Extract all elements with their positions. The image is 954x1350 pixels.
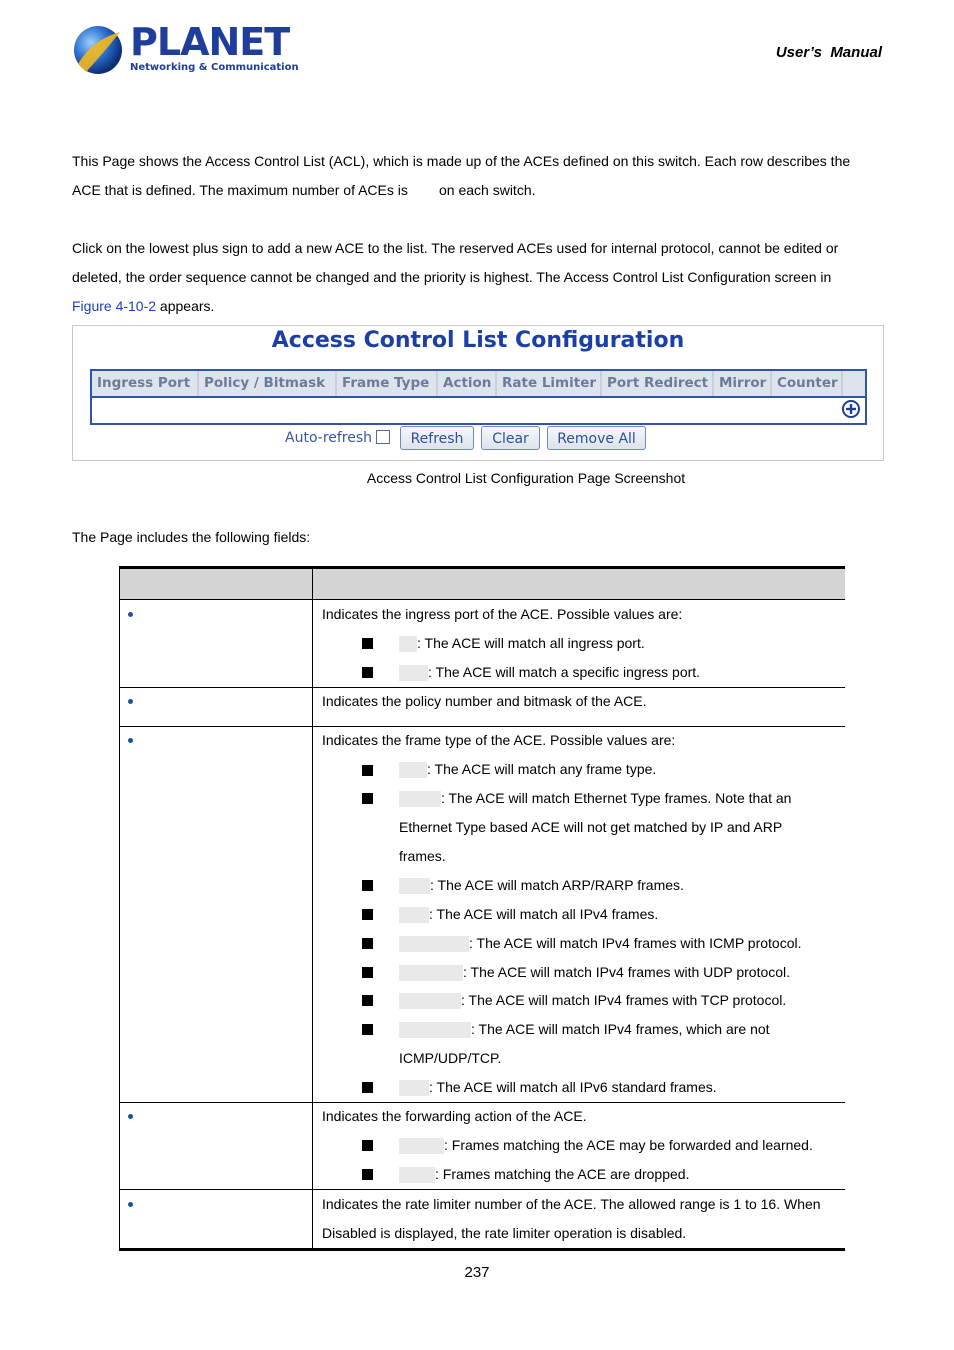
square-bullet xyxy=(362,793,373,804)
list-item: : The ACE will match IPv4 frames with ICMP protocol. xyxy=(399,929,802,958)
frame-desc: Indicates the frame type of the ACE. Possible values are: xyxy=(322,732,676,748)
list-item: : The ACE will match IPv4 frames with TCP protocol. xyxy=(399,986,786,1015)
auto-refresh-checkbox[interactable] xyxy=(376,430,390,444)
list-item: : The ACE will match all ingress port. xyxy=(399,629,645,658)
brand-tagline: Networking & Communication xyxy=(130,62,299,73)
list-item: : Frames matching the ACE are dropped. xyxy=(399,1160,689,1189)
list-item-continued: ICMP/UDP/TCP. xyxy=(399,1050,502,1066)
list-item: : Frames matching the ACE may be forwarded and learned. xyxy=(399,1131,813,1160)
list-item: : The ACE will match any frame type. xyxy=(399,755,656,784)
table-bottom-rule xyxy=(119,1248,845,1251)
acl-header-row xyxy=(92,371,865,398)
intro-p2-tail: appears. xyxy=(156,298,215,314)
col-rate-limiter: Rate Limiter xyxy=(497,371,602,396)
ingress-desc: Indicates the ingress port of the ACE. Possible values are: xyxy=(322,606,683,622)
fields-intro: The Page includes the following fields: xyxy=(72,529,311,545)
intro-p2-line3 xyxy=(72,292,882,321)
square-bullet xyxy=(362,1169,373,1180)
manual-label: User’s Manual xyxy=(775,44,882,61)
action-desc: Indicates the forwarding action of the ACE. xyxy=(322,1108,587,1124)
rate-desc-line1: Indicates the rate limiter number of the ACE. The allowed range is 1 to 16. When xyxy=(322,1196,821,1212)
table-column-divider xyxy=(312,566,313,1250)
remove-all-button[interactable]: Remove All xyxy=(547,426,646,450)
square-bullet xyxy=(362,765,373,776)
list-item: : The ACE will match a specific ingress port. xyxy=(399,658,700,687)
row-bullet xyxy=(128,612,133,617)
acl-table xyxy=(90,369,867,425)
add-ace-button[interactable] xyxy=(842,400,860,418)
row-bullet xyxy=(128,1202,133,1207)
fields-table xyxy=(119,566,845,1252)
list-item-continued: Ethernet Type based ACE will not get matched by IP and ARP xyxy=(399,819,783,835)
page-number: 237 xyxy=(464,1264,490,1281)
square-bullet xyxy=(362,967,373,978)
col-mirror: Mirror xyxy=(714,371,772,396)
intro-p2-line2: deleted, the order sequence cannot be changed and the priority is highest. The Access Control List Configuration screen in xyxy=(72,269,832,285)
square-bullet xyxy=(362,1082,373,1093)
square-bullet xyxy=(362,638,373,649)
row-bullet xyxy=(128,738,133,743)
col-frame-type: Frame Type xyxy=(337,371,438,396)
brand-name: PLANET xyxy=(130,20,290,64)
row-bullet xyxy=(128,699,133,704)
intro-p1-line2: ACE that is defined. The maximum number of ACEs is on each switch. xyxy=(72,182,536,198)
table-header xyxy=(119,569,845,600)
intro-paragraph-1 xyxy=(72,147,882,205)
figure-caption: Access Control List Configuration Page Screenshot xyxy=(366,470,686,486)
square-bullet xyxy=(362,880,373,891)
intro-p1-line1: This Page shows the Access Control List (ACL), which is made up of the ACEs defined on this switch. Each row describes the xyxy=(72,153,851,169)
acl-screenshot-panel xyxy=(72,325,884,461)
list-item: : The ACE will match IPv4 frames, which are not xyxy=(399,1015,770,1044)
acl-title: Access Control List Configuration xyxy=(271,328,685,353)
figure-link[interactable]: Figure 4-10-2 xyxy=(72,298,157,314)
auto-refresh-label: Auto-refresh xyxy=(285,430,373,446)
col-add xyxy=(843,371,865,396)
planet-logo xyxy=(72,20,299,78)
list-item: : The ACE will match ARP/RARP frames. xyxy=(399,871,684,900)
square-bullet xyxy=(362,1140,373,1151)
list-item: : The ACE will match IPv4 frames with UDP protocol. xyxy=(399,958,790,987)
col-port-redirect: Port Redirect xyxy=(602,371,714,396)
col-policy-bitmask: Policy / Bitmask xyxy=(199,371,337,396)
list-item: : The ACE will match Ethernet Type frames. Note that an xyxy=(399,784,791,813)
plus-circle-icon xyxy=(842,400,860,418)
row-bullet xyxy=(128,1114,133,1119)
refresh-button[interactable]: Refresh xyxy=(400,426,474,450)
clear-button[interactable]: Clear xyxy=(481,426,540,450)
rate-desc-line2: Disabled is displayed, the rate limiter operation is disabled. xyxy=(322,1225,687,1241)
square-bullet xyxy=(362,909,373,920)
col-action: Action xyxy=(438,371,497,396)
square-bullet xyxy=(362,1024,373,1035)
square-bullet xyxy=(362,667,373,678)
intro-paragraph-2 xyxy=(72,234,882,321)
list-item: : The ACE will match all IPv4 frames. xyxy=(399,900,658,929)
col-counter: Counter xyxy=(772,371,843,396)
col-ingress-port: Ingress Port xyxy=(92,371,199,396)
square-bullet xyxy=(362,938,373,949)
intro-p2-line1: Click on the lowest plus sign to add a new ACE to the list. The reserved ACEs used for internal protocol, cannot be edited or xyxy=(72,240,839,256)
table-left-border xyxy=(119,566,120,1250)
policy-desc: Indicates the policy number and bitmask of the ACE. xyxy=(322,693,647,709)
square-bullet xyxy=(362,995,373,1006)
list-item: : The ACE will match all IPv6 standard frames. xyxy=(399,1073,717,1102)
list-item-continued: frames. xyxy=(399,848,446,864)
